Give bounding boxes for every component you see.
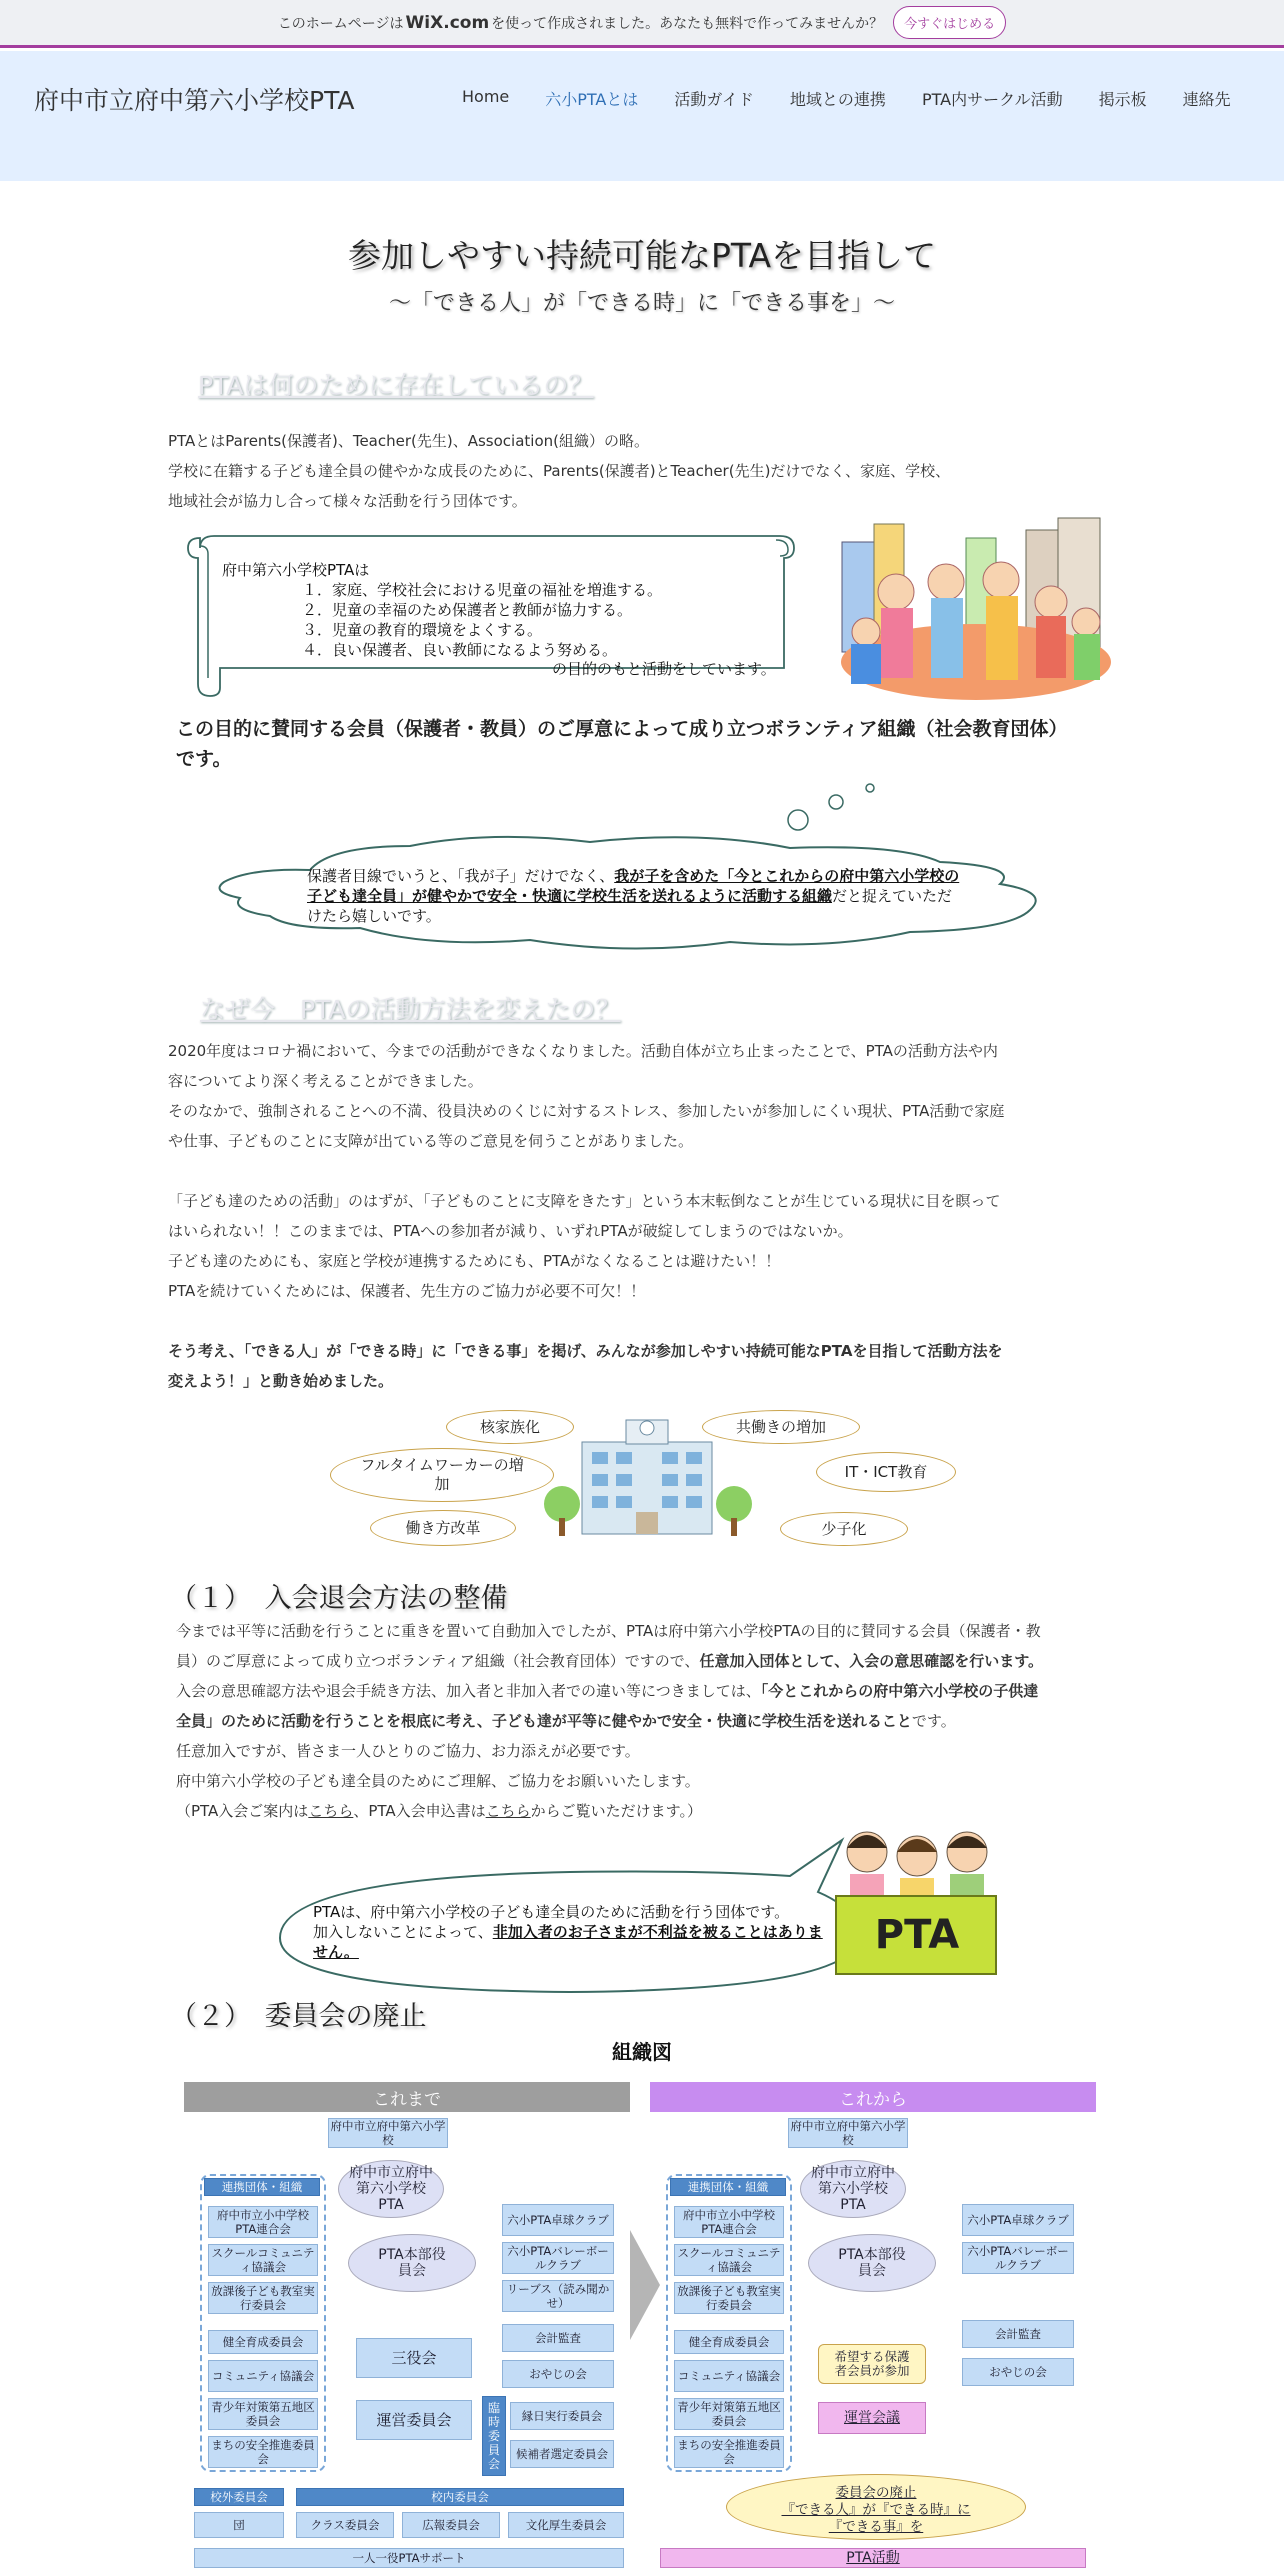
rinji-box: 臨時委員会 [482, 2396, 506, 2476]
text-line [176, 1676, 1116, 1706]
nav-activity-guide[interactable]: 活動ガイド [674, 90, 754, 109]
partner-box: 放課後子ども教室実行委員会 [208, 2282, 318, 2314]
conclusion: 変えよう！」と動き始めました。 [168, 1372, 394, 1390]
pta-goals [222, 560, 662, 660]
issue-oval: 共働きの増加 [702, 1410, 860, 1444]
text-part: からご覧いただけます。） [530, 1802, 702, 1820]
section4-heading: （２） 委員会の廃止 [170, 2001, 427, 2032]
goals-title: 府中第六小学校PTAは [222, 561, 370, 579]
partner-box: コミュニティ協議会 [208, 2360, 318, 2392]
cloud-end: だと捉えていただけたら嬉しいです。 [307, 887, 953, 925]
right-box: 縁日実行委員会 [510, 2402, 614, 2430]
text-part: 、PTA入会申込書は [353, 1802, 486, 1820]
abolish-callout [726, 2474, 1026, 2540]
text-line: PTAを続けていくためには、保護者、先生方のご協力が必要不可欠！！ [168, 1282, 646, 1300]
text-line: PTAとはParents(保護者)、Teacher(先生)、Association(組織）の略。 [168, 432, 649, 450]
nav-board[interactable]: 掲示板 [1098, 90, 1147, 109]
committee-box: 文化厚生委員会 [508, 2512, 624, 2538]
text-line: そのなかで、強制されることへの不満、役員決めのくじに対するストレス、参加したいが参加しにくい現状、PTA活動で家庭 [168, 1102, 1005, 1120]
abolish-line: 『できる事』を [828, 2519, 924, 2535]
text-line: 府中第六小学校の子ども達全員のためにご理解、ご協力をお願いいたします。 [176, 1772, 700, 1790]
text-line: 2020年度はコロナ禍において、今までの活動ができなくなりました。活動自体が立ち止まったことで、PTAの活動方法や内 [168, 1042, 998, 1060]
unei-box: 運営委員会 [356, 2400, 472, 2440]
right-box: 会計監査 [962, 2320, 1074, 2348]
issue-oval: フルタイムワーカーの増加 [330, 1448, 554, 1502]
family-illustration [836, 512, 1118, 702]
right-box: おやじの会 [502, 2360, 614, 2388]
section1-heading: PTAは何のために存在しているの？ [198, 371, 594, 400]
right-box: 会計監査 [502, 2324, 614, 2352]
nav-circles[interactable]: PTA内サークル活動 [921, 90, 1063, 109]
partner-box: まちの安全推進委員会 [674, 2436, 784, 2468]
support-box: 一人一役PTAサポート [194, 2548, 624, 2568]
text-line: 地域社会が協力し合って様々な活動を行う団体です。 [168, 492, 527, 510]
text-line: はいられない！！このままでは、PTAへの参加者が減り、いずれPTAが破綻してしまうのではないか。 [168, 1222, 853, 1240]
right-box: おやじの会 [962, 2358, 1074, 2386]
partner-box: 健全育成委員会 [674, 2330, 784, 2354]
text-bold: 任意加入団体として、入会の意思確認を行います。 [699, 1652, 1044, 1670]
issue-oval: IT・ICT教育 [816, 1452, 956, 1492]
main-nav [462, 87, 1267, 110]
right-box: 候補者選定委員会 [510, 2440, 614, 2468]
club-box: リーブス（読み聞かせ） [502, 2280, 614, 2312]
kougai-label: 校外委員会 [194, 2488, 284, 2506]
partner-box: 健全育成委員会 [208, 2330, 318, 2354]
partners-label: 連携団体・組織 [204, 2178, 320, 2196]
text-line: 任意加入ですが、皆さま一人ひとりのご協力、お力添えが必要です。 [176, 1742, 640, 1760]
text-line [168, 1306, 1004, 1336]
wix-banner-text: このホームページは [277, 15, 404, 32]
wix-banner [0, 0, 1284, 48]
partners-label: 連携団体・組織 [670, 2178, 786, 2196]
partner-box: まちの安全推進委員会 [208, 2436, 318, 2468]
bubble-bold: 非加入者のお子さまが不利益を被ることはありません。 [313, 1923, 823, 1961]
site-title[interactable]: 府中市立府中第六小学校PTA [34, 86, 355, 115]
pta-ellipse: 府中市立府中第六小学校PTA [338, 2160, 444, 2218]
goal-item: ４．良い保護者、良い教師になるよう努める。 [302, 641, 618, 659]
text-line: 「子ども達のための活動」のはずが、「子どものことに支障をきたす」という本末転倒なことが生じている現状に目を瞑って [168, 1192, 1001, 1210]
bubble-text [313, 1902, 833, 1962]
goal-item: ２．児童の幸福のため保護者と教師が協力する。 [302, 601, 633, 619]
honbu-ellipse: PTA本部役員会 [348, 2234, 476, 2292]
partner-box: 青少年対策第五地区委員会 [674, 2398, 784, 2430]
site-header [0, 51, 1284, 181]
goal-item: ３．児童の教育的環境をよくする。 [302, 621, 543, 639]
goal-item: １．家庭、学校社会における児童の福祉を増進する。 [302, 581, 663, 599]
cloud-text [307, 866, 967, 926]
purpose-statement: この目的に賛同する会員（保護者・教員）のご厚意によって成り立つボランティア組織（社会教育団体）です。 [176, 718, 1068, 770]
text-part: 員）のご厚意によって成り立つボランティア組織（社会教育団体）ですので、 [176, 1652, 700, 1670]
arrow-icon [630, 2230, 660, 2340]
kounai-label: 校内委員会 [296, 2488, 624, 2506]
partner-box: 放課後子ども教室実行委員会 [674, 2282, 784, 2314]
goals-tail: の目的のもと活動をしています。 [552, 660, 776, 678]
sanyaku-box: 三役会 [356, 2338, 472, 2378]
issue-oval: 少子化 [780, 1512, 908, 1546]
section3-heading: （１） 入会退会方法の整備 [170, 1583, 508, 1614]
bubble-line: PTAは、府中第六小学校の子ども達全員のために活動を行う団体です。 [313, 1903, 790, 1921]
pta-ellipse: 府中市立府中第六小学校PTA [800, 2160, 906, 2218]
partner-box: スクールコミュニティ協議会 [674, 2244, 784, 2276]
abolish-line: 『できる人』が『できる時』に [781, 2502, 971, 2518]
conclusion: そう考え、「できる人」が「できる時」に「できる事」を掲げ、みんなが参加しやすい持続可能なPTAを目指して活動方法を [168, 1342, 1003, 1360]
text-part: です。 [911, 1712, 956, 1730]
section2-heading: なぜ今 PTAの活動方法を変えたの？ [200, 995, 621, 1024]
text-bold: 全員」のために活動を行うことを根底に考え、子ども達が平等に健やかで安全・快適に学校生活を送れること [176, 1712, 912, 1730]
wix-banner-text-after: を使って作成されました。あなたも無料で作ってみませんか？ [491, 15, 884, 32]
wix-start-button[interactable]: 今すぐはじめる [893, 6, 1006, 39]
page-subtitle: ～「できる人」が「できる時」に「できる事を」～ [388, 291, 895, 316]
application-link[interactable]: こちら [485, 1802, 531, 1820]
wix-logo[interactable]: WiX.com [405, 12, 490, 33]
text-line [176, 1646, 1116, 1676]
partner-box: スクールコミュニティ協議会 [208, 2244, 318, 2276]
wish-callout: 希望する保護者会員が参加 [818, 2344, 926, 2384]
guide-link[interactable]: こちら [308, 1802, 354, 1820]
committee-box: 団 [194, 2512, 284, 2538]
section3-text [176, 1616, 1116, 1826]
issue-oval: 核家族化 [446, 1410, 574, 1444]
before-column-header: これまで [184, 2082, 630, 2112]
club-box: 六小PTAバレーボールクラブ [502, 2242, 614, 2274]
after-column-header: これから [650, 2082, 1096, 2112]
issue-oval: 働き方改革 [370, 1510, 516, 1546]
text-line: 学校に在籍する子ども達全員の健やかな成長のために、Parents(保護者)とTeacher(先生)だけでなく、家庭、学校、 [168, 462, 951, 480]
text-line: や仕事、子どものことに支障が出ている等のご意見を伺うことがありました。 [168, 1132, 694, 1150]
text-line: 今までは平等に活動を行うことに重きを置いて自動加入でしたが、PTAは府中第六小学校PTAの目的に賛同する会員（保護者・教 [176, 1622, 1041, 1640]
school-box: 府中市立府中第六小学校 [328, 2118, 448, 2148]
partner-box: 府中市立小中学校PTA連合会 [674, 2206, 784, 2238]
school-illustration [540, 1408, 754, 1538]
text-part: 入会の意思確認方法や退会手続き方法、加入者と非加入者での違い等につきましては、 [176, 1682, 761, 1700]
section1-text [168, 426, 950, 516]
text-line: 容についてより深く考えることができました。 [168, 1072, 483, 1090]
committee-box: 広報委員会 [402, 2512, 500, 2538]
club-box: 六小PTAバレーボールクラブ [962, 2242, 1074, 2274]
partner-box: コミュニティ協議会 [674, 2360, 784, 2392]
nav-home[interactable]: Home [462, 87, 510, 106]
abolish-line: 委員会の廃止 [835, 2485, 917, 2501]
partner-box: 青少年対策第五地区委員会 [208, 2398, 318, 2430]
partner-box: 府中市立小中学校PTA連合会 [208, 2206, 318, 2238]
cloud-plain: 保護者目線でいうと、「我が子」だけでなく、 [307, 867, 615, 885]
pta-sign: PTA [874, 1912, 960, 1958]
cloud-bold: 我が子を含めた「今とこれからの府中第六小学校の子ども達全員」が健やかで安全・快適に学校生活を送れるように活動する組織 [307, 867, 960, 905]
page-title: 参加しやすい持続可能なPTAを目指して [347, 236, 937, 275]
text-line: 子ども達のためにも、家庭と学校が連携するためにも、PTAがなくなることは避けたい！！ [168, 1252, 781, 1270]
org-chart-title: 組織図 [612, 2040, 672, 2064]
text-line [168, 1156, 1004, 1186]
text-bold: 「今とこれからの府中第六小学校の子供達 [760, 1682, 1039, 1700]
pta-katsudou-box: PTA活動 [660, 2548, 1086, 2568]
club-box: 六小PTA卓球クラブ [962, 2204, 1074, 2236]
section2-text [168, 1036, 1004, 1396]
school-box: 府中市立府中第六小学校 [788, 2118, 908, 2148]
nav-contact[interactable]: 連絡先 [1182, 90, 1231, 109]
honbu-ellipse: PTA本部役員会 [808, 2234, 936, 2292]
text-part: （PTA入会ご案内は [176, 1802, 309, 1820]
text-line [176, 1706, 1116, 1736]
club-box: 六小PTA卓球クラブ [502, 2204, 614, 2236]
nav-community[interactable]: 地域との連携 [789, 90, 886, 109]
nav-about[interactable]: 六小PTAとは [545, 90, 639, 109]
unei-kaigi-box: 運営会議 [818, 2402, 926, 2434]
committee-box: クラス委員会 [296, 2512, 394, 2538]
bubble-line: 加入しないことによって、 [313, 1923, 493, 1941]
